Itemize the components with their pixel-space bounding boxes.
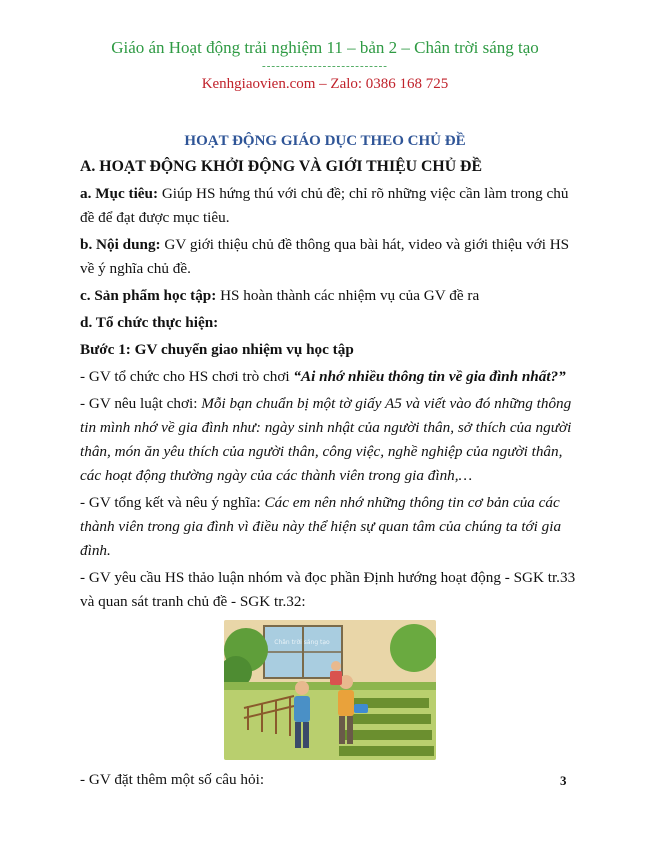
san-pham-text: HS hoàn thành các nhiệm vụ của GV đề ra bbox=[216, 287, 480, 304]
family-garden-illustration bbox=[224, 620, 436, 760]
heading-a: A. HOẠT ĐỘNG KHỞI ĐỘNG VÀ GIỚI THIỆU CHỦ ĐỀ bbox=[80, 158, 483, 175]
header-title: Giáo án Hoạt động trải nghiệm 11 – bản 2 – Chân trời sáng tạo bbox=[111, 38, 539, 57]
buoc1-heading bbox=[80, 338, 580, 362]
muc-tieu-label: a. Mục tiêu: bbox=[80, 185, 159, 202]
noi-dung-paragraph bbox=[80, 233, 580, 281]
san-pham-paragraph bbox=[80, 284, 580, 308]
buoc1-label: Bước 1: GV chuyển giao nhiệm vụ học tập bbox=[80, 341, 354, 358]
to-chuc-label: d. Tổ chức thực hiện: bbox=[80, 314, 219, 331]
san-pham-label: c. Sản phẩm học tập: bbox=[80, 287, 217, 304]
header-site: Kenhgiaovien.com – Zalo: 0386 168 725 bbox=[201, 76, 449, 92]
summary-detail: Các em nên nhớ những thông tin cơ bản của các thành viên trong gia đình vì điều này thể hiện sự quan tâm của chúng ta tới gia đình. bbox=[80, 494, 562, 559]
game-title: “Ai nhớ nhiều thông tin về gia đình nhất?” bbox=[293, 368, 566, 385]
noi-dung-label: b. Nội dung: bbox=[80, 236, 161, 253]
summary-text: - GV tổng kết và nêu ý nghĩa: bbox=[80, 494, 265, 511]
noi-dung-text: GV giới thiệu chủ đề thông qua bài hát, video và giới thiệu với HS về ý nghĩa chủ đề. bbox=[80, 236, 570, 277]
muc-tieu-text: Giúp HS hứng thú với chủ đề; chỉ rõ những việc cần làm trong chủ đề để đạt được mục tiêu. bbox=[80, 185, 569, 226]
game-paragraph bbox=[80, 365, 580, 389]
discussion-paragraph: - GV yêu cầu HS thảo luận nhóm và đọc phần Định hướng hoạt động - SGK tr.33 và quan sát tranh chủ đề - SGK tr.32: bbox=[80, 569, 576, 610]
summary-paragraph bbox=[80, 491, 580, 563]
header-rule: --------------------------- bbox=[262, 60, 388, 72]
questions-paragraph: - GV đặt thêm một số câu hỏi: bbox=[80, 771, 265, 788]
rules-detail: Mỗi bạn chuẩn bị một tờ giấy A5 và viết vào đó những thông tin mình nhớ về gia đình như: ngày sinh nhật của người thân, sở thích của người thân, món ăn yêu thích của người thân, công việc, nghề nghiệp của người thân, các hoạt động thường ngày của các thành viên trong gia đình,… bbox=[80, 395, 572, 484]
rules-paragraph bbox=[80, 392, 580, 488]
document-body bbox=[80, 155, 580, 795]
page-number: 3 bbox=[560, 773, 567, 788]
illustration-watermark: Chân trời sáng tạo bbox=[274, 639, 330, 646]
rules-text: - GV nêu luật chơi: bbox=[80, 395, 202, 412]
game-text: - GV tổ chức cho HS chơi trò chơi bbox=[80, 368, 294, 385]
to-chuc-heading bbox=[80, 311, 580, 335]
muc-tieu-paragraph bbox=[80, 182, 580, 230]
section-title: HOẠT ĐỘNG GIÁO DỤC THEO CHỦ ĐỀ bbox=[184, 133, 466, 149]
child-figure bbox=[330, 661, 342, 685]
